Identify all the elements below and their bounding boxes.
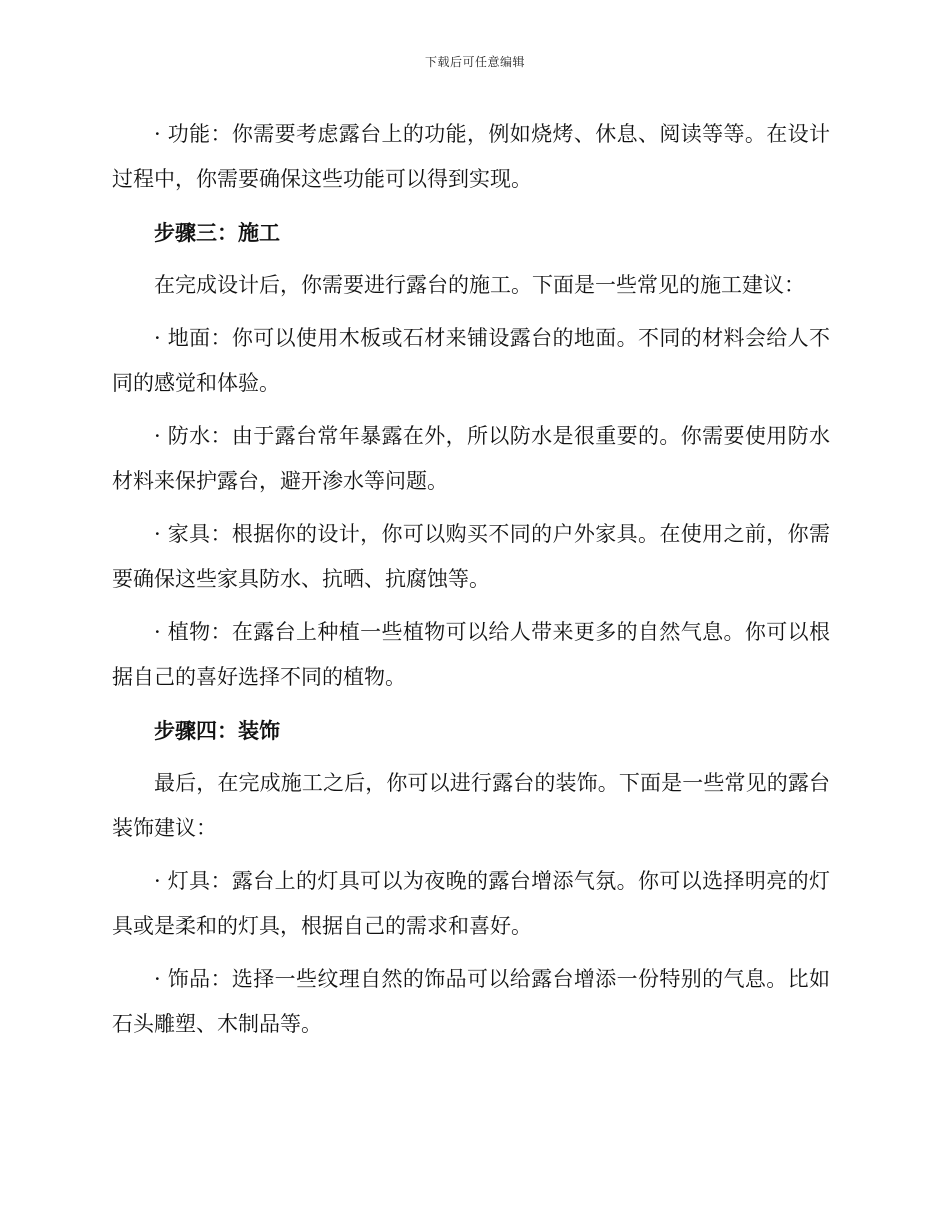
paragraph-decoration-intro: 最后，在完成施工之后，你可以进行露台的装饰。下面是一些常见的露台装饰建议： <box>112 771 830 840</box>
paragraph-furniture: · 家具：根据你的设计，你可以购买不同的户外家具。在使用之前，你需要确保这些家具防水、抗晒、抗腐蚀等。 <box>112 522 830 591</box>
document-body <box>112 112 830 1055</box>
paragraph-floor: · 地面：你可以使用木板或石材来铺设露台的地面。不同的材料会给人不同的感觉和体验。 <box>112 326 830 395</box>
paragraph-lighting: · 灯具：露台上的灯具可以为夜晚的露台增添气氛。你可以选择明亮的灯具或是柔和的灯具，根据自己的需求和喜好。 <box>112 869 830 938</box>
section-heading-construction: 步骤三：施工 <box>154 220 280 245</box>
paragraph-waterproof: · 防水：由于露台常年暴露在外，所以防水是很重要的。你需要使用防水材料来保护露台，避开渗水等问题。 <box>112 424 830 493</box>
page-header: 下载后可任意编辑 <box>424 55 525 69</box>
paragraph-ornaments: · 饰品：选择一些纹理自然的饰品可以给露台增添一份特别的气息。比如石头雕塑、木制品等。 <box>112 967 830 1036</box>
paragraph-plants: · 植物：在露台上种植一些植物可以给人带来更多的自然气息。你可以根据自己的喜好选择不同的植物。 <box>112 620 830 689</box>
paragraph-construction-intro: 在完成设计后，你需要进行露台的施工。下面是一些常见的施工建议： <box>154 273 805 297</box>
section-heading-decoration: 步骤四：装饰 <box>154 718 280 743</box>
paragraph-function: · 功能：你需要考虑露台上的功能，例如烧烤、休息、阅读等等。在设计过程中，你需要确保这些功能可以得到实现。 <box>112 122 830 191</box>
